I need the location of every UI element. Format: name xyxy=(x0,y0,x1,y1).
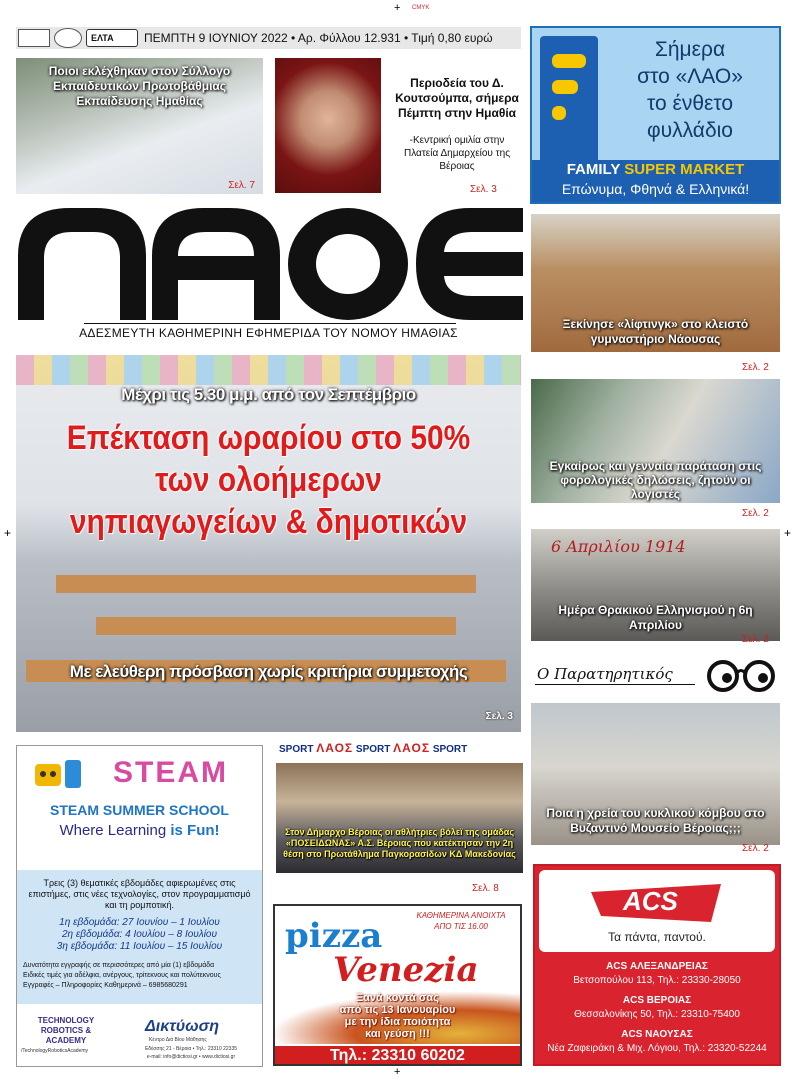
tech-robotics-logo: TECHNOLOGY ROBOTICS & ACADEMY xyxy=(37,1016,95,1045)
family-brand: FAMILY xyxy=(566,161,621,178)
elta-badge: ΕΛΤΑ xyxy=(86,29,138,47)
pizza-hours: ΚΑΘΗΜΕΡΙΝΑ ΑΝΟΙΧΤΑ xyxy=(416,911,506,920)
koutsoumpas-teaser-subtitle: -Κεντρική ομιλία στην Πλατεία Δημαρχείου της Βέροιας xyxy=(403,135,511,172)
pizza-word: pizza xyxy=(285,916,383,956)
steam-week: 2η εβδομάδα: 4 Ιουλίου – 8 Ιουλίου xyxy=(62,929,217,940)
publisher-seal-icon xyxy=(18,29,50,47)
steam-slogan-fun: is Fun! xyxy=(170,822,220,839)
pizza-line: Ξανά κοντά σας xyxy=(356,992,439,1004)
ballots-photo xyxy=(16,58,263,194)
gym-photo xyxy=(531,214,780,352)
thrace-photo-text: 6 Απριλίου 1914 xyxy=(551,537,686,556)
acs-branch-address: Βετσοπούλου 113, Τηλ.: 23330-28050 xyxy=(573,975,741,986)
issue-line: ΠΕΜΠΤΗ 9 ΙΟΥΝΙΟΥ 2022 • Αρ. Φύλλου 12.931 • Τιμή 0,80 ευρώ xyxy=(144,31,493,45)
pizza-line: και γεύση !!! xyxy=(365,1028,430,1040)
politician-portrait xyxy=(275,58,381,193)
thrace-photo xyxy=(531,529,780,641)
masthead-tagline: ΑΔΕΣΜΕΥΤΗ ΚΑΘΗΜΕΡΙΝΗ ΕΦΗΜΕΡΙΔΑ ΤΟΥ ΝΟΜΟΥ ΗΜΑΘΙΑΣ xyxy=(79,326,458,340)
page-ref: Σελ. 8 xyxy=(472,883,499,894)
main-kicker: Μέχρι τις 5.30 μ.μ. από τον Σεπτέμβριο xyxy=(121,385,416,404)
union-seal-icon xyxy=(54,28,82,48)
family-ad-line: φυλλάδιο xyxy=(647,119,733,142)
acs-branch-name: ACS ΒΕΡΟΙΑΣ xyxy=(622,995,692,1006)
acs-logo: ACS xyxy=(623,886,678,916)
steam-note: Δυνατότητα εγγραφής σε περισσότερες από μία (1) εβδομάδα xyxy=(23,962,215,969)
acs-slogan: Τα πάντα, παντού. xyxy=(608,930,706,944)
acs-branch-name: ACS ΝΑΟΥΣΑΣ xyxy=(621,1029,693,1040)
sport-band-item: SPORT xyxy=(432,744,468,755)
tax-photo xyxy=(531,379,780,503)
family-logo-icon xyxy=(540,36,598,168)
page-ref: Σελ. 7 xyxy=(228,180,255,191)
pizza-phone[interactable]: Τηλ.: 23310 60202 xyxy=(275,1046,520,1066)
registration-mark: + xyxy=(4,526,12,540)
main-deck: Με ελεύθερη πρόσβαση χωρίς κριτήρια συμμετοχής xyxy=(69,662,468,681)
sidebar-caption[interactable]: Ξεκίνησε «λίφτινγκ» στο κλειστό γυμναστήριο Νάουσας xyxy=(562,317,749,346)
issue-strip xyxy=(16,27,521,49)
page-ref: Σελ. 3 xyxy=(470,184,497,195)
sidebar-caption[interactable]: Ημέρα Θρακικού Ελληνισμού η 6η Απριλίου xyxy=(558,603,753,632)
election-teaser-title[interactable]: Ποιοι εκλέχθηκαν στον Σύλλογο Εκπαιδευτικών Πρωτοβάθμιας Εκπαίδευσης Ημαθίας xyxy=(48,64,231,108)
observer-label[interactable]: Ο Παρατηρητικός xyxy=(537,665,673,683)
page-ref: Σελ. 3 xyxy=(485,711,513,722)
main-headline-line: των ολοήμερων xyxy=(155,461,382,499)
steam-title: STEAM SUMMER SCHOOL xyxy=(50,802,229,818)
sport-band-item: SPORT xyxy=(279,744,314,755)
classroom-photo xyxy=(16,355,521,732)
masthead-logo[interactable] xyxy=(18,208,523,320)
steam-note: Εγγραφές – Πληροφορίες Καθημερινά – 6985680291 xyxy=(23,982,188,989)
sport-band-item: SPORT xyxy=(355,744,391,755)
acs-branch-address: Θεσσαλονίκης 50, Τηλ.: 23310-75400 xyxy=(574,1009,740,1020)
family-ad-line: το ένθετο xyxy=(646,92,734,115)
diktyosi-address: Εδέσσης 21 - Βέροια • Τηλ.: 23310 22335 xyxy=(144,1046,238,1052)
roundabout-photo xyxy=(531,703,780,845)
acs-branch-address: Νέα Ζαφειράκη & Μιχ. Λόγιου, Τηλ.: 23320-52244 xyxy=(547,1043,767,1054)
sport-band-logo: ΛΑΟΣ xyxy=(393,741,431,755)
venezia-word: Venezia xyxy=(333,950,479,990)
family-ad-line: στο «ΛΑΟ» xyxy=(637,65,743,88)
steam-week: 1η εβδομάδα: 27 Ιουνίου – 1 Ιουλίου xyxy=(59,917,220,928)
color-bar-label: CMYK xyxy=(412,5,430,11)
sport-caption[interactable]: Στον Δήμαρχο Βέροιας οι αθλήτριες βόλεϊ της ομάδας «ΠΟΣΕΙΔΩΝΑΣ» Α.Σ. Βέροιας που κατέκτησαν την 2η θέση στο Πρωτάθλημα Παγκορασίδων ΚΔ Μακεδονίας xyxy=(283,827,516,859)
page-ref: Σελ. 2 xyxy=(742,362,769,373)
steam-slogan: Where Learning xyxy=(59,822,167,839)
steam-week: 3η εβδομάδα: 11 Ιουλίου – 15 Ιουλίου xyxy=(56,941,223,952)
family-brand-sub: SUPER MARKET xyxy=(624,161,745,178)
main-headline-line: Επέκταση ωραρίου στο 50% xyxy=(66,419,471,457)
eyeglasses-icon xyxy=(703,656,781,694)
family-supermarket-ad[interactable] xyxy=(530,26,781,204)
steam-logo: STEAM xyxy=(113,756,228,789)
page-ref: Σελ. 2 xyxy=(742,634,769,645)
volleyball-team-photo xyxy=(276,763,523,873)
main-headline-line: νηπιαγωγείων & δημοτικών xyxy=(69,503,468,541)
tech-robotics-handle: /TechnologyRoboticsAcademy xyxy=(21,1048,88,1054)
masthead-logo-art xyxy=(18,208,523,320)
family-ad-line: Σήμερα xyxy=(654,38,726,61)
family-slogan: Επώνυμα, Φθηνά & Ελληνικά! xyxy=(561,181,750,197)
sport-band xyxy=(279,741,522,757)
diktyosi-logo: Δικτύωση xyxy=(145,1018,219,1035)
diktyosi-contact: e-mail: info@dictiosi.gr • www.dictiosi.gr xyxy=(146,1054,236,1060)
diktyosi-sub: Κέντρο Διά Βίου Μάθησης xyxy=(149,1037,207,1043)
acs-ad[interactable] xyxy=(533,864,781,1066)
pizza-venezia-ad[interactable] xyxy=(273,904,522,1066)
koutsoumpas-teaser-title[interactable]: Περιοδεία του Δ. Κουτσούμπα, σήμερα Πέμπτη στην Ημαθία xyxy=(395,76,519,120)
sidebar-caption[interactable]: Εγκαίρως και γενναία παράταση στις φορολογικές δηλώσεις, ζητούν οι λογιστές xyxy=(549,459,762,501)
registration-mark: + xyxy=(784,526,792,540)
robot-icon xyxy=(27,754,87,794)
page-ref: Σελ. 2 xyxy=(742,843,769,854)
registration-mark: + xyxy=(394,1066,401,1078)
steam-note: Ειδικές τιμές για αδέλφια, ανέργους, τρίτεκνους και πολύτεκνους xyxy=(23,972,221,979)
registration-mark: + xyxy=(394,2,401,14)
sport-band-logo: ΛΑΟΣ xyxy=(316,741,354,755)
pizza-line: με την ίδια ποιότητα xyxy=(344,1016,451,1028)
pizza-line: από τις 13 Ιανουαρίου xyxy=(339,1004,456,1016)
page-ref: Σελ. 2 xyxy=(742,508,769,519)
main-headline[interactable] xyxy=(46,417,490,543)
steam-summer-school-ad[interactable] xyxy=(16,745,263,1067)
sidebar-caption[interactable]: Ποια η χρεία του κυκλικού κόμβου στο Βυζαντινό Μουσείο Βέροιας;;; xyxy=(546,806,765,835)
steam-intro: Τρεις (3) θεματικές εβδομάδες αφιερωμένες στις επιστήμες, στις νέες τεχνολογίες, στον προγραμματισμό και τη ρομποτική. xyxy=(28,878,251,910)
acs-branch-name: ACS ΑΛΕΞΑΝΔΡΕΙΑΣ xyxy=(606,961,708,972)
pizza-hours: ΑΠΟ ΤΙΣ 16.00 xyxy=(434,922,488,931)
